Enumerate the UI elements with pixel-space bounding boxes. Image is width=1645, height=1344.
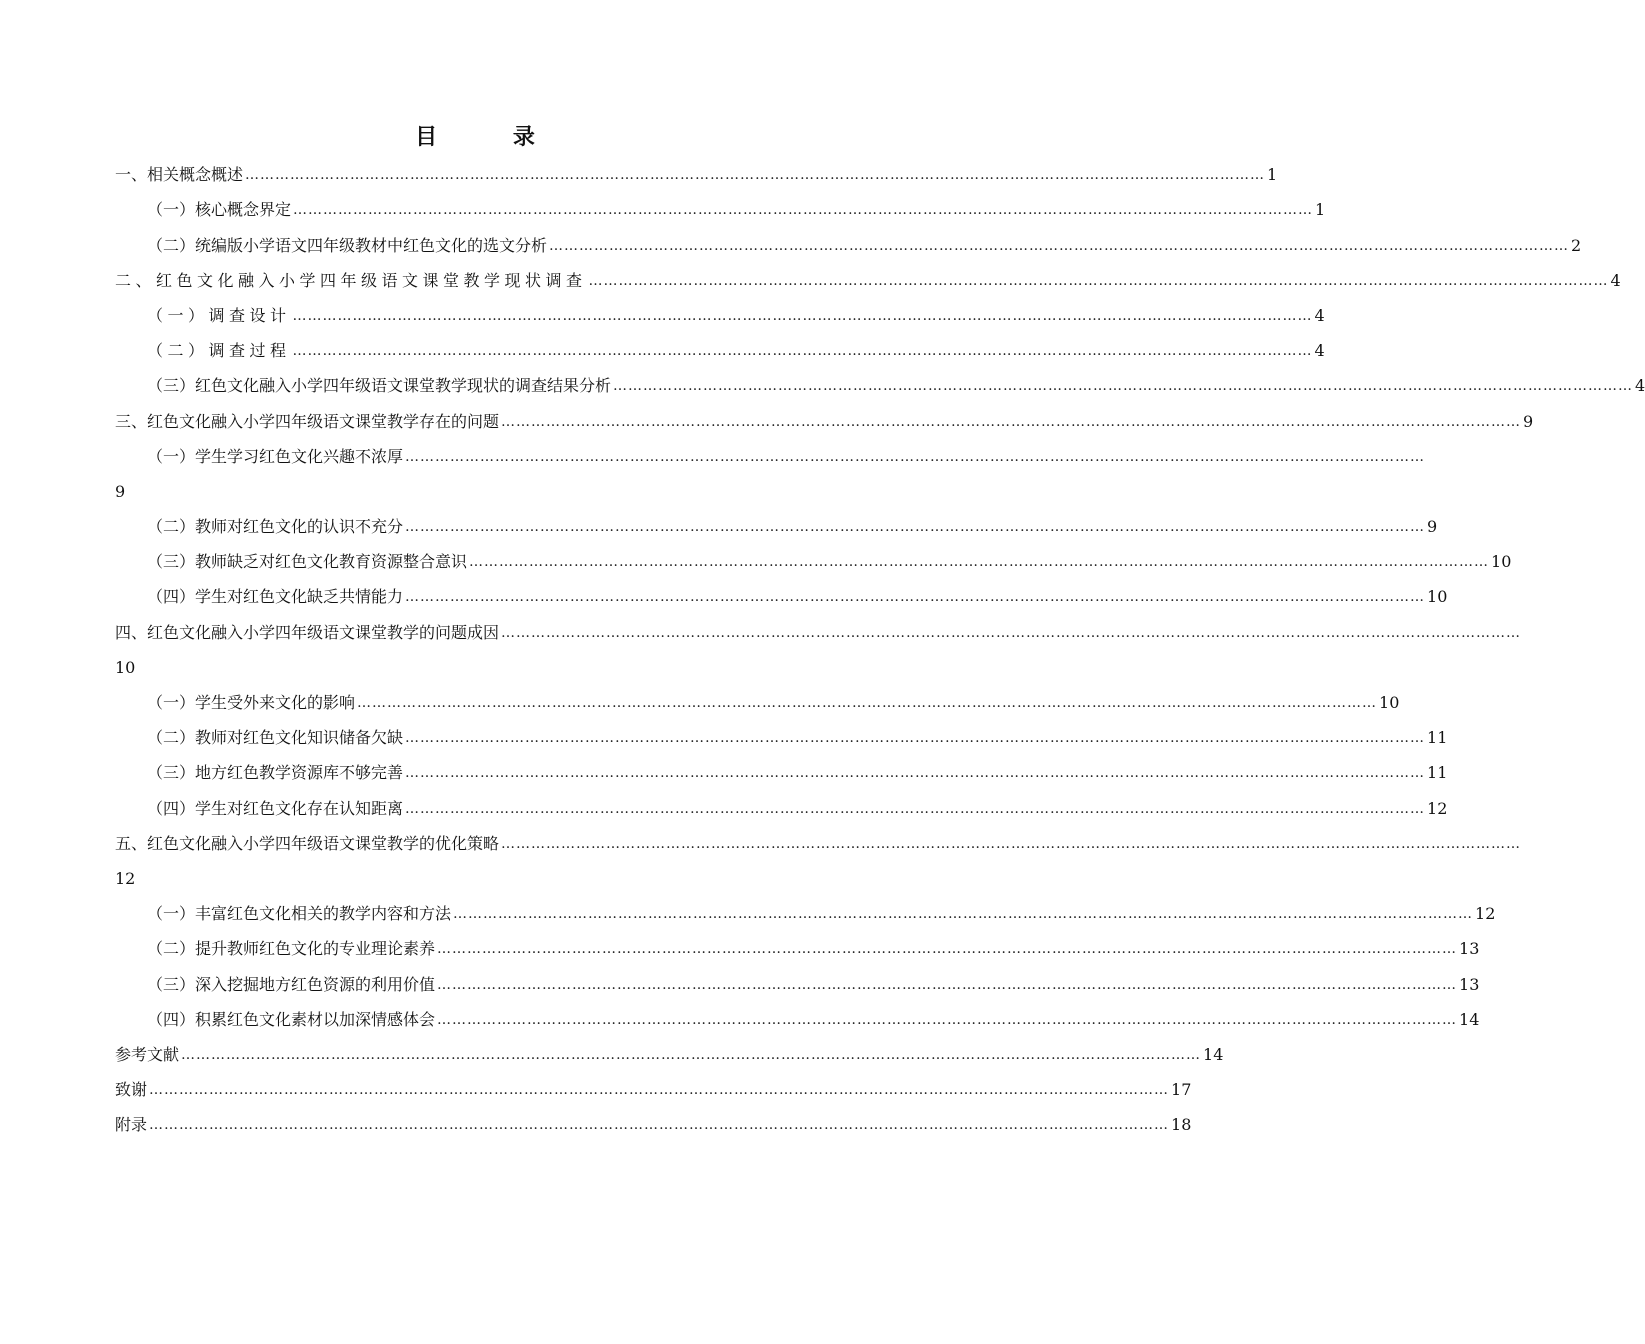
toc-page-number: 13	[1459, 974, 1480, 994]
toc-page-number: 14	[1459, 1009, 1480, 1029]
toc-page-number: 9	[1427, 517, 1438, 537]
toc-entry-text: （四）积累红色文化素材以加深情感体会	[147, 1009, 436, 1029]
toc-page-number: 10	[1379, 693, 1400, 712]
toc-page-number: 18	[1171, 1115, 1192, 1135]
leader-dots: ……………………………………………………………………………………………………………………………………………………………………………………	[613, 378, 1634, 395]
toc-page-number: 2	[1571, 235, 1582, 255]
leader-dots: ……………………………………………………………………………………………………………………………………………………………………………………	[181, 1046, 1202, 1063]
toc-entry-ch2[interactable]	[115, 256, 1621, 291]
toc-entry-ch5-page	[115, 854, 835, 889]
toc-entry-ch4-3[interactable]	[115, 748, 1448, 783]
toc-entry-ch3-1[interactable]	[115, 432, 1426, 467]
leader-dots: ……………………………………………………………………………………………………………………………………………………………………………………	[405, 800, 1426, 817]
toc-entry-appendix[interactable]	[115, 1100, 1192, 1135]
leader-dots: ……………………………………………………………………………………………………………………………………………………………………………………	[149, 1117, 1170, 1134]
leader-dots: ……………………………………………………………………………………………………………………………………………………………………………………	[501, 624, 1522, 641]
toc-entry-text: （四）学生对红色文化缺乏共情能力	[147, 587, 404, 607]
leader-dots: ……………………………………………………………………………………………………………………………………………………………………………………	[501, 413, 1522, 430]
toc-entry-ch1-1[interactable]	[115, 185, 1326, 220]
toc-entry-text: （一）学生受外来文化的影响	[147, 693, 356, 712]
leader-dots: ……………………………………………………………………………………………………………………………………………………………………………………	[453, 906, 1474, 923]
leader-dots: ……………………………………………………………………………………………………………………………………………………………………………………	[501, 835, 1522, 852]
leader-dots: ……………………………………………………………………………………………………………………………………………………………………………………	[437, 1011, 1458, 1028]
toc-page-number: 11	[1427, 728, 1448, 748]
leader-dots: ……………………………………………………………………………………………………………………………………………………………………………………	[292, 307, 1313, 324]
leader-dots: ……………………………………………………………………………………………………………………………………………………………………………………	[149, 1082, 1170, 1099]
toc-entry-ch4-2[interactable]	[115, 713, 1448, 748]
toc-page-number: 10	[1491, 552, 1512, 572]
toc-entry-text: 四、红色文化融入小学四年级语文课堂教学的问题成因	[115, 622, 500, 642]
leader-dots: ……………………………………………………………………………………………………………………………………………………………………………………	[357, 695, 1378, 711]
toc-entry-text: 附录	[115, 1115, 148, 1135]
toc-page-number: 14	[1203, 1044, 1224, 1064]
toc-entry-ch3-2[interactable]	[115, 502, 1438, 537]
toc-entry-text: 致谢	[115, 1080, 148, 1100]
toc-entry-ch5-4[interactable]	[115, 995, 1480, 1030]
toc-entry-text: （一）学生学习红色文化兴趣不浓厚	[147, 446, 404, 466]
toc-page-number: 10	[1427, 587, 1448, 607]
toc-entry-ch4-4[interactable]	[115, 783, 1448, 818]
toc-entry-ch2-1[interactable]	[115, 291, 1325, 326]
leader-dots: ……………………………………………………………………………………………………………………………………………………………………………………	[469, 554, 1490, 571]
toc-entry-ch5-2[interactable]	[115, 924, 1480, 959]
leader-dots: ……………………………………………………………………………………………………………………………………………………………………………………	[245, 167, 1266, 184]
toc-entry-ch3-4[interactable]	[115, 572, 1448, 607]
toc-page-number: 12	[1475, 904, 1496, 924]
toc-entry-ch5-3[interactable]	[115, 959, 1480, 994]
toc-entry-text: （三）地方红色教学资源库不够完善	[147, 763, 404, 783]
toc-entry-text: 五、红色文化融入小学四年级语文课堂教学的优化策略	[115, 833, 500, 853]
leader-dots: ……………………………………………………………………………………………………………………………………………………………………………………	[588, 272, 1609, 289]
leader-dots: ……………………………………………………………………………………………………………………………………………………………………………………	[293, 202, 1314, 219]
leader-dots: ……………………………………………………………………………………………………………………………………………………………………………………	[405, 730, 1426, 747]
toc-entry-text: （二）统编版小学语文四年级教材中红色文化的选文分析	[147, 235, 548, 255]
toc-page-number: 13	[1459, 939, 1480, 959]
toc-page-number: 12	[115, 868, 136, 888]
toc-entry-ch4-page	[115, 643, 835, 678]
toc-entry-ch3[interactable]	[115, 396, 1534, 431]
toc-entry-text: （一）丰富红色文化相关的教学内容和方法	[147, 904, 452, 924]
toc-entry-text: （二）教师对红色文化的认识不充分	[147, 517, 404, 537]
toc-page-number: 1	[1267, 165, 1278, 185]
toc-entry-references[interactable]	[115, 1030, 1224, 1065]
leader-dots: ……………………………………………………………………………………………………………………………………………………………………………………	[437, 941, 1458, 958]
leader-dots: ……………………………………………………………………………………………………………………………………………………………………………………	[405, 589, 1426, 606]
toc-entry-text: （二）调查过程	[147, 341, 291, 361]
toc-entry-ch4[interactable]	[115, 607, 1522, 642]
toc-entry-text: （二）提升教师红色文化的专业理论素养	[147, 939, 436, 959]
toc-entry-text: 二、红色文化融入小学四年级语文课堂教学现状调查	[115, 270, 587, 290]
toc-page-number: 4	[1314, 341, 1325, 361]
leader-dots: ……………………………………………………………………………………………………………………………………………………………………………………	[405, 448, 1426, 465]
toc-entry-text: （四）学生对红色文化存在认知距离	[147, 798, 404, 818]
toc-page-number: 12	[1427, 798, 1448, 818]
toc-page-number: 9	[115, 481, 126, 501]
toc-entry-ch2-3[interactable]	[115, 361, 1645, 396]
toc-entry-ch5[interactable]	[115, 819, 1522, 854]
leader-dots: ……………………………………………………………………………………………………………………………………………………………………………………	[292, 343, 1313, 360]
toc-page-number: 11	[1427, 763, 1448, 783]
toc-title: 目 录	[415, 125, 569, 150]
toc-entry-text: （二）教师对红色文化知识储备欠缺	[147, 728, 404, 748]
toc-entry-ch5-1[interactable]	[115, 889, 1496, 924]
toc-entry-ch3-1-page	[115, 467, 835, 502]
table-of-contents	[115, 150, 1645, 1135]
leader-dots: ……………………………………………………………………………………………………………………………………………………………………………………	[405, 765, 1426, 782]
toc-page-number: 10	[115, 657, 136, 677]
toc-entry-ch1[interactable]	[115, 150, 1278, 185]
toc-entry-text: 三、红色文化融入小学四年级语文课堂教学存在的问题	[115, 411, 500, 431]
toc-entry-text: （一）核心概念界定	[147, 200, 292, 220]
toc-entry-text: 参考文献	[115, 1044, 180, 1064]
toc-entry-text: （三）深入挖掘地方红色资源的利用价值	[147, 974, 436, 994]
toc-entry-acknowledgements[interactable]	[115, 1065, 1192, 1100]
toc-page-number: 4	[1635, 376, 1645, 396]
toc-page-number: 1	[1315, 200, 1326, 220]
toc-entry-text: （三）红色文化融入小学四年级语文课堂教学现状的调查结果分析	[147, 376, 612, 396]
toc-page-number: 4	[1610, 270, 1621, 290]
toc-entry-ch4-1[interactable]	[115, 678, 1400, 713]
leader-dots: ……………………………………………………………………………………………………………………………………………………………………………………	[405, 519, 1426, 536]
toc-page-number: 4	[1314, 305, 1325, 325]
leader-dots: ……………………………………………………………………………………………………………………………………………………………………………………	[549, 237, 1570, 254]
toc-page-number: 17	[1171, 1080, 1192, 1100]
toc-entry-ch1-2[interactable]	[115, 220, 1582, 255]
toc-entry-ch3-3[interactable]	[115, 537, 1512, 572]
leader-dots: ……………………………………………………………………………………………………………………………………………………………………………………	[437, 976, 1458, 993]
toc-entry-ch2-2[interactable]	[115, 326, 1325, 361]
toc-page-number: 9	[1523, 411, 1534, 431]
toc-entry-text: 一、相关概念概述	[115, 165, 244, 185]
toc-entry-text: （一）调查设计	[147, 305, 291, 325]
toc-entry-text: （三）教师缺乏对红色文化教育资源整合意识	[147, 552, 468, 572]
